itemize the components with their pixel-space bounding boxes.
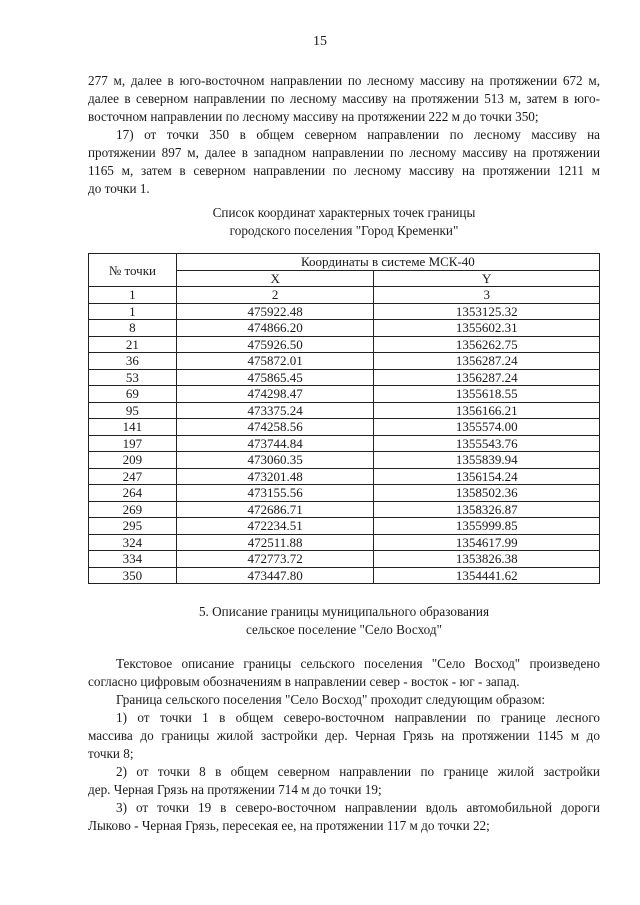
y-coordinate-cell: 1354441.62 bbox=[374, 567, 600, 584]
coordinates-table bbox=[88, 253, 600, 584]
section-5-line: 3) от точки 19 в северо-восточном направлении вдоль автомобильной дороги bbox=[116, 800, 600, 815]
section-title-line: сельское поселение "Село Восход" bbox=[246, 622, 442, 637]
point-number-cell: 247 bbox=[89, 468, 177, 485]
x-coordinate-cell: 473201.48 bbox=[176, 468, 374, 485]
point-number-cell: 8 bbox=[89, 320, 177, 337]
section-5-body bbox=[88, 655, 600, 835]
section-title-line: 5. Описание границы муниципального образования bbox=[198, 604, 490, 619]
section-5-line: Граница сельского поселения "Село Восход" проходит следующим образом: bbox=[116, 692, 546, 707]
table-title bbox=[88, 204, 600, 240]
point-number-cell: 69 bbox=[89, 386, 177, 403]
table-row bbox=[89, 419, 600, 436]
page-number: 15 bbox=[313, 34, 327, 49]
header-point: № точки bbox=[89, 254, 177, 287]
section-5-line: точки 8; bbox=[88, 746, 134, 761]
x-coordinate-cell: 473447.80 bbox=[176, 567, 374, 584]
point-number-cell: 350 bbox=[89, 567, 177, 584]
point-number-cell: 264 bbox=[89, 485, 177, 502]
y-coordinate-cell: 1356262.75 bbox=[374, 336, 600, 353]
table-row bbox=[89, 518, 600, 535]
table-title-line: Список координат характерных точек границы bbox=[212, 205, 476, 220]
section-5-line: 2) от точки 8 в общем северном направлении по границе жилой застройки bbox=[116, 764, 600, 779]
item-17-line: 17) от точки 350 в общем северном направлении по лесному массиву на bbox=[116, 127, 600, 142]
x-coordinate-cell: 474866.20 bbox=[176, 320, 374, 337]
y-coordinate-cell: 1355839.94 bbox=[374, 452, 600, 469]
table-row bbox=[89, 501, 600, 518]
x-coordinate-cell: 475872.01 bbox=[176, 353, 374, 370]
point-number-cell: 197 bbox=[89, 435, 177, 452]
table-row bbox=[89, 551, 600, 568]
header-x: X bbox=[176, 270, 374, 287]
x-coordinate-cell: 473060.35 bbox=[176, 452, 374, 469]
section-5-line: дер. Черная Грязь на протяжении 714 м до точки 19; bbox=[88, 782, 382, 797]
y-coordinate-cell: 1353125.32 bbox=[374, 303, 600, 320]
y-coordinate-cell: 1358326.87 bbox=[374, 501, 600, 518]
table-row bbox=[89, 567, 600, 584]
point-number-cell: 141 bbox=[89, 419, 177, 436]
table-body bbox=[89, 303, 600, 584]
point-number-cell: 334 bbox=[89, 551, 177, 568]
point-number-cell: 53 bbox=[89, 369, 177, 386]
table-row bbox=[89, 485, 600, 502]
table-row bbox=[89, 435, 600, 452]
index-cell: 2 bbox=[176, 287, 374, 304]
item-17-line: протяжении 897 м, далее в западном направлении по лесному массиву на протяжении bbox=[88, 145, 600, 160]
item-17-line: до точки 1. bbox=[88, 181, 150, 196]
table-row bbox=[89, 452, 600, 469]
section-5-line: Текстовое описание границы сельского поселения "Село Восход" произведено bbox=[116, 656, 600, 671]
section-5-line: Лыково - Черная Грязь, пересекая ее, на протяжении 117 м до точки 22; bbox=[88, 818, 490, 833]
x-coordinate-cell: 472234.51 bbox=[176, 518, 374, 535]
point-number-cell: 21 bbox=[89, 336, 177, 353]
section-5-line: согласно цифровым обозначениям в направлении север - восток - юг - запад. bbox=[88, 674, 520, 689]
table-row bbox=[89, 402, 600, 419]
y-coordinate-cell: 1356287.24 bbox=[374, 353, 600, 370]
point-number-cell: 36 bbox=[89, 353, 177, 370]
point-number-cell: 1 bbox=[89, 303, 177, 320]
section-5-line: массива до границы жилой застройки дер. Черная Грязь на протяжении 1145 м до bbox=[88, 728, 600, 743]
y-coordinate-cell: 1354617.99 bbox=[374, 534, 600, 551]
table-row bbox=[89, 534, 600, 551]
table-row bbox=[89, 303, 600, 320]
x-coordinate-cell: 473375.24 bbox=[176, 402, 374, 419]
point-number-cell: 295 bbox=[89, 518, 177, 535]
table-row bbox=[89, 353, 600, 370]
x-coordinate-cell: 473155.56 bbox=[176, 485, 374, 502]
table-row bbox=[89, 468, 600, 485]
x-coordinate-cell: 474258.56 bbox=[176, 419, 374, 436]
point-number-cell: 324 bbox=[89, 534, 177, 551]
y-coordinate-cell: 1353826.38 bbox=[374, 551, 600, 568]
x-coordinate-cell: 475865.45 bbox=[176, 369, 374, 386]
point-number-cell: 209 bbox=[89, 452, 177, 469]
table-row bbox=[89, 386, 600, 403]
intro-line: восточном направлении по лесному массиву на протяжении 222 м до точки 350; bbox=[88, 109, 539, 124]
point-number-cell: 269 bbox=[89, 501, 177, 518]
x-coordinate-cell: 473744.84 bbox=[176, 435, 374, 452]
section-5-title bbox=[88, 603, 600, 639]
y-coordinate-cell: 1355543.76 bbox=[374, 435, 600, 452]
x-coordinate-cell: 475922.48 bbox=[176, 303, 374, 320]
y-coordinate-cell: 1356154.24 bbox=[374, 468, 600, 485]
item-17-line: 1165 м, затем в северном направлении по лесному массиву на протяжении 1211 м bbox=[88, 163, 600, 178]
index-cell: 3 bbox=[374, 287, 600, 304]
y-coordinate-cell: 1355999.85 bbox=[374, 518, 600, 535]
x-coordinate-cell: 475926.50 bbox=[176, 336, 374, 353]
y-coordinate-cell: 1358502.36 bbox=[374, 485, 600, 502]
y-coordinate-cell: 1356166.21 bbox=[374, 402, 600, 419]
x-coordinate-cell: 472773.72 bbox=[176, 551, 374, 568]
x-coordinate-cell: 472686.71 bbox=[176, 501, 374, 518]
intro-paragraph bbox=[88, 72, 600, 126]
header-y: Y bbox=[374, 270, 600, 287]
table-row bbox=[89, 369, 600, 386]
table-row bbox=[89, 320, 600, 337]
header-coords: Координаты в системе МСК-40 bbox=[176, 254, 599, 271]
y-coordinate-cell: 1355618.55 bbox=[374, 386, 600, 403]
table-row bbox=[89, 336, 600, 353]
point-number-cell: 95 bbox=[89, 402, 177, 419]
table-title-line: городского поселения "Город Кременки" bbox=[229, 223, 459, 238]
y-coordinate-cell: 1356287.24 bbox=[374, 369, 600, 386]
y-coordinate-cell: 1355602.31 bbox=[374, 320, 600, 337]
item-17-paragraph bbox=[88, 126, 600, 198]
table-index-row bbox=[89, 287, 600, 304]
x-coordinate-cell: 472511.88 bbox=[176, 534, 374, 551]
intro-line: 277 м, далее в юго-восточном направлении по лесному массиву на протяжении 672 м, bbox=[88, 73, 600, 88]
intro-line: далее в северном направлении по лесному массиву на протяжении 513 м, затем в юго- bbox=[88, 91, 600, 106]
y-coordinate-cell: 1355574.00 bbox=[374, 419, 600, 436]
section-5-line: 1) от точки 1 в общем северо-восточном направлении по границе лесного bbox=[116, 710, 600, 725]
table-header-row bbox=[89, 254, 600, 271]
index-cell: 1 bbox=[89, 287, 177, 304]
x-coordinate-cell: 474298.47 bbox=[176, 386, 374, 403]
